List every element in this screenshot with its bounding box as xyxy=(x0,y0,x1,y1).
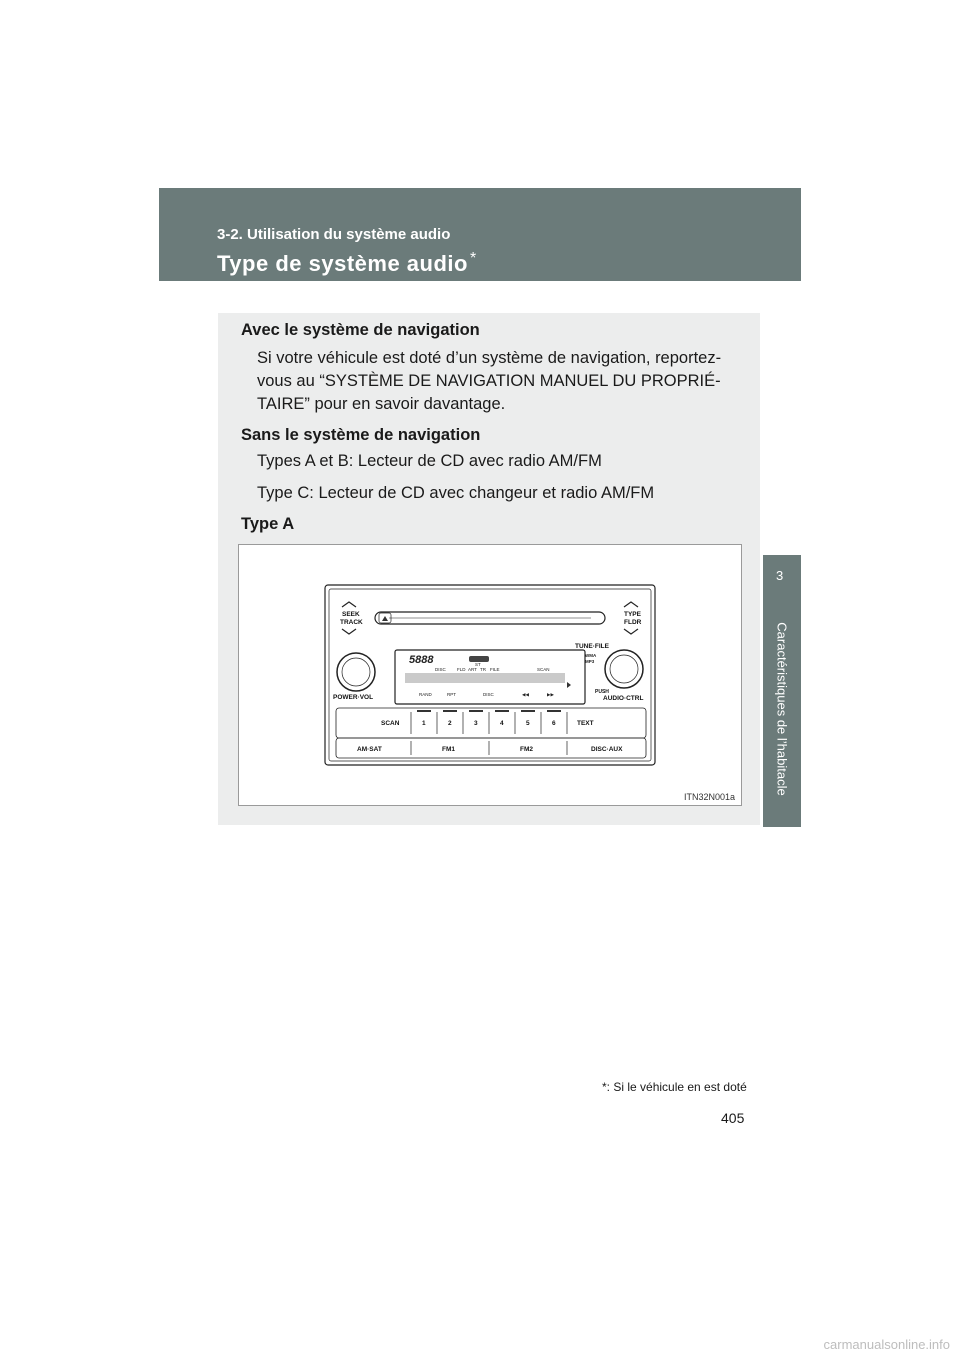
lcd-scan: SCAN xyxy=(537,667,550,672)
track-label: TRACK xyxy=(340,619,363,626)
preset-5-label: 5 xyxy=(526,720,530,727)
preset-6-label: 6 xyxy=(552,720,556,727)
power-vol-label: POWER·VOL xyxy=(333,694,374,701)
power-vol-knob xyxy=(337,653,375,691)
lcd-character-band xyxy=(405,673,565,683)
chapter-label-wrap xyxy=(763,555,801,827)
type-up-arrow xyxy=(624,602,638,607)
mp3-label: MP3 xyxy=(585,659,595,664)
footnote-symbol: * xyxy=(602,1080,607,1094)
lcd-fld: FLD xyxy=(457,667,466,672)
preset-3-label: 3 xyxy=(474,720,478,727)
with-nav-line-1: Si votre véhicule est doté d’un système de navigation, reportez- xyxy=(257,349,722,367)
page-title xyxy=(217,250,477,277)
seek-up-arrow xyxy=(342,602,356,607)
title-asterisk: * xyxy=(469,250,477,267)
footnote-text: : Si le véhicule en est doté xyxy=(606,1080,747,1094)
display-play-arrow xyxy=(567,682,571,688)
type-down-arrow xyxy=(624,629,638,634)
text-button-label: TEXT xyxy=(577,720,594,727)
with-nav-heading: Avec le système de navigation xyxy=(241,321,480,339)
seek-down-arrow xyxy=(342,629,356,634)
lcd-file: FILE xyxy=(490,667,500,672)
audio-ctrl-label: AUDIO·CTRL xyxy=(603,695,644,702)
seek-label: SEEK xyxy=(342,611,360,618)
figure-code: ITN32N001a xyxy=(683,792,735,802)
preset-4-label: 4 xyxy=(500,720,504,727)
push-label: PUSH xyxy=(595,689,609,695)
fm1-label: FM1 xyxy=(442,746,455,753)
power-vol-knob-inner xyxy=(342,658,370,686)
fm2-label: FM2 xyxy=(520,746,533,753)
am-sat-label: AM·SAT xyxy=(357,746,382,753)
tune-file-label: TUNE·FILE xyxy=(575,643,609,650)
with-nav-line-2: vous au “SYSTÈME DE NAVIGATION MANUEL DU PROPRIÉ- xyxy=(257,372,721,390)
watermark[interactable]: carmanualsonline.info xyxy=(823,1337,950,1352)
chapter-number: 3 xyxy=(776,568,784,583)
type-label: TYPE xyxy=(624,611,641,618)
preset-1-label: 1 xyxy=(422,720,426,727)
lcd-disc-arrows: DISC xyxy=(483,692,494,697)
audio-ctrl-knob-inner xyxy=(610,655,638,683)
fldr-label: FLDR xyxy=(624,619,642,626)
audio-unit-drawing xyxy=(239,545,741,805)
rewind-icon: ◀◀ xyxy=(522,692,529,697)
preset-2-label: 2 xyxy=(448,720,452,727)
audio-unit-figure xyxy=(238,544,742,806)
lcd-art: ART xyxy=(468,667,477,672)
types-ab-line: Types A et B: Lecteur de CD avec radio AM/FM xyxy=(257,452,602,470)
eject-icon xyxy=(382,616,388,621)
lcd-tr: TR xyxy=(480,667,486,672)
footnote xyxy=(602,1080,747,1094)
wma-label: WMA xyxy=(585,653,597,658)
without-nav-heading: Sans le système de navigation xyxy=(241,426,481,444)
lcd-frequency: 5888 xyxy=(409,654,434,666)
type-a-heading: Type A xyxy=(241,515,295,533)
type-c-line: Type C: Lecteur de CD avec changeur et radio AM/FM xyxy=(257,484,655,502)
audio-ctrl-knob xyxy=(605,650,643,688)
section-title: 3-2. Utilisation du système audio xyxy=(217,226,451,243)
lcd-disc: DISC xyxy=(435,667,446,672)
page-title-text: Type de système audio xyxy=(217,251,468,276)
lcd-rand: RAND xyxy=(419,692,432,697)
lcd-st: ST xyxy=(475,662,481,667)
disc-aux-label: DISC·AUX xyxy=(591,746,623,753)
chapter-label: Caractéristiques de l’habitacle xyxy=(774,622,790,796)
with-nav-line-3: TAIRE” pour en savoir davantage. xyxy=(257,395,506,413)
scan-button-label: SCAN xyxy=(381,720,400,727)
page-number: 405 xyxy=(721,1110,745,1126)
fast-forward-icon: ▶▶ xyxy=(547,692,554,697)
lcd-rpt: RPT xyxy=(447,692,456,697)
chapter-tab[interactable] xyxy=(763,555,801,827)
